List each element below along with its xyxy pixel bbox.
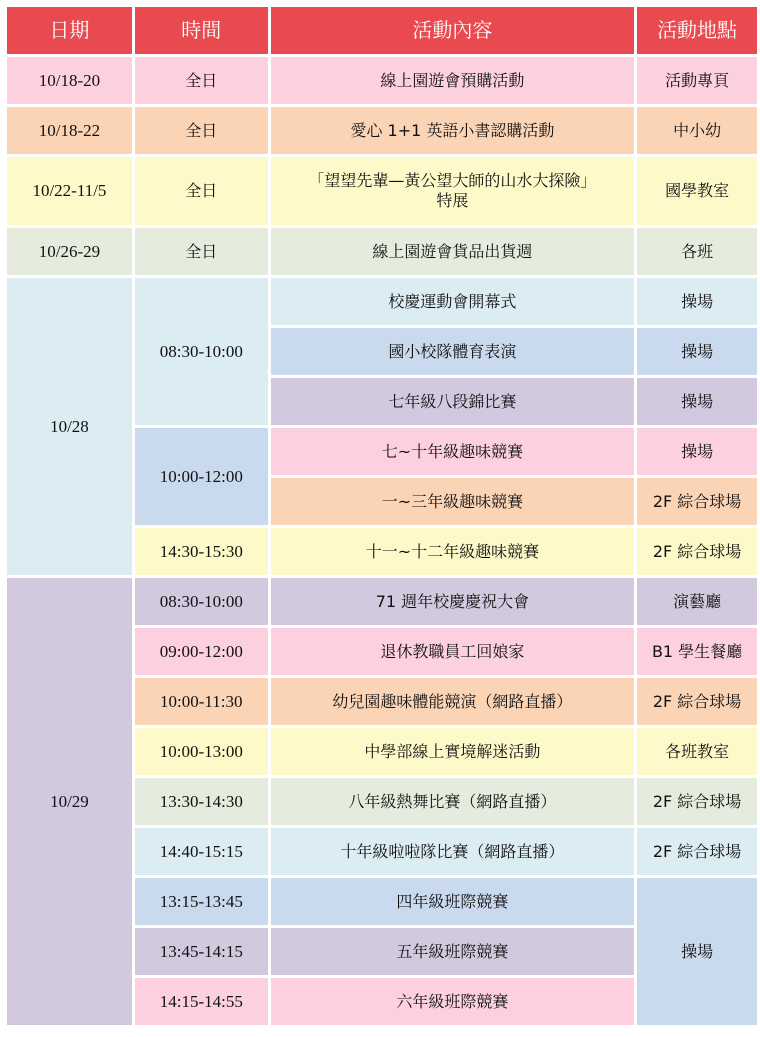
location-cell: 2F 綜合球場	[637, 478, 757, 525]
activity-cell: 退休教職員工回娘家	[271, 628, 634, 675]
location-cell: 中小幼	[637, 107, 757, 154]
table-row	[7, 228, 757, 275]
activity-cell: 71 週年校慶慶祝大會	[271, 578, 634, 625]
activity-line-1: 「望望先輩—黃公望大師的山水大探險」	[308, 171, 597, 190]
time-cell: 13:15-13:45	[135, 878, 268, 925]
activity-cell: 一~三年級趣味競賽	[271, 478, 634, 525]
time-cell: 13:30-14:30	[135, 778, 268, 825]
activity-cell: 幼兒園趣味體能競演（網路直播）	[271, 678, 634, 725]
location-cell: 操場	[637, 328, 757, 375]
time-cell: 09:00-12:00	[135, 628, 268, 675]
header-date: 日期	[7, 7, 132, 54]
time-cell: 14:40-15:15	[135, 828, 268, 875]
table-row	[7, 578, 757, 625]
time-cell: 14:15-14:55	[135, 978, 268, 1025]
location-cell: 2F 綜合球場	[637, 828, 757, 875]
time-cell: 10:00-13:00	[135, 728, 268, 775]
time-cell: 14:30-15:30	[135, 528, 268, 575]
header-time: 時間	[135, 7, 268, 54]
header-row	[7, 7, 757, 54]
location-cell: 操場	[637, 878, 757, 1025]
time-cell: 全日	[135, 228, 268, 275]
activity-cell: 五年級班際競賽	[271, 928, 634, 975]
location-cell: 2F 綜合球場	[637, 678, 757, 725]
activity-cell: 愛心 1+1 英語小書認購活動	[271, 107, 634, 154]
activity-line-2: 特展	[436, 191, 469, 210]
activity-cell: 七年級八段錦比賽	[271, 378, 634, 425]
table-row	[7, 278, 757, 325]
location-cell: 操場	[637, 278, 757, 325]
time-cell: 全日	[135, 107, 268, 154]
activity-cell: 六年級班際競賽	[271, 978, 634, 1025]
activity-cell: 線上園遊會預購活動	[271, 57, 634, 104]
time-cell: 08:30-10:00	[135, 278, 268, 425]
activity-cell: 十年級啦啦隊比賽（網路直播）	[271, 828, 634, 875]
activity-cell: 十一~十二年級趣味競賽	[271, 528, 634, 575]
activity-cell: 校慶運動會開幕式	[271, 278, 634, 325]
header-location: 活動地點	[637, 7, 757, 54]
activity-cell: 線上園遊會貨品出貨週	[271, 228, 634, 275]
table-row	[7, 157, 757, 225]
activity-cell	[271, 157, 634, 225]
activity-cell: 中學部線上實境解迷活動	[271, 728, 634, 775]
table-row	[7, 107, 757, 154]
location-cell: 各班	[637, 228, 757, 275]
time-cell: 全日	[135, 57, 268, 104]
time-cell: 08:30-10:00	[135, 578, 268, 625]
location-cell: 操場	[637, 428, 757, 475]
location-cell: 2F 綜合球場	[637, 528, 757, 575]
header-activity: 活動內容	[271, 7, 634, 54]
schedule-table	[4, 4, 760, 1028]
time-cell: 13:45-14:15	[135, 928, 268, 975]
time-cell: 10:00-11:30	[135, 678, 268, 725]
activity-cell: 國小校隊體育表演	[271, 328, 634, 375]
location-cell: 操場	[637, 378, 757, 425]
date-cell: 10/22-11/5	[7, 157, 132, 225]
activity-cell: 七~十年級趣味競賽	[271, 428, 634, 475]
time-cell: 10:00-12:00	[135, 428, 268, 525]
location-cell: 活動專頁	[637, 57, 757, 104]
date-cell: 10/29	[7, 578, 132, 1025]
location-cell: 國學教室	[637, 157, 757, 225]
date-cell: 10/18-22	[7, 107, 132, 154]
activity-cell: 四年級班際競賽	[271, 878, 634, 925]
location-cell: B1 學生餐廳	[637, 628, 757, 675]
time-cell: 全日	[135, 157, 268, 225]
location-cell: 各班教室	[637, 728, 757, 775]
date-cell: 10/18-20	[7, 57, 132, 104]
location-cell: 演藝廳	[637, 578, 757, 625]
activity-cell: 八年級熱舞比賽（網路直播）	[271, 778, 634, 825]
date-cell: 10/26-29	[7, 228, 132, 275]
location-cell: 2F 綜合球場	[637, 778, 757, 825]
table-row	[7, 57, 757, 104]
date-cell: 10/28	[7, 278, 132, 575]
